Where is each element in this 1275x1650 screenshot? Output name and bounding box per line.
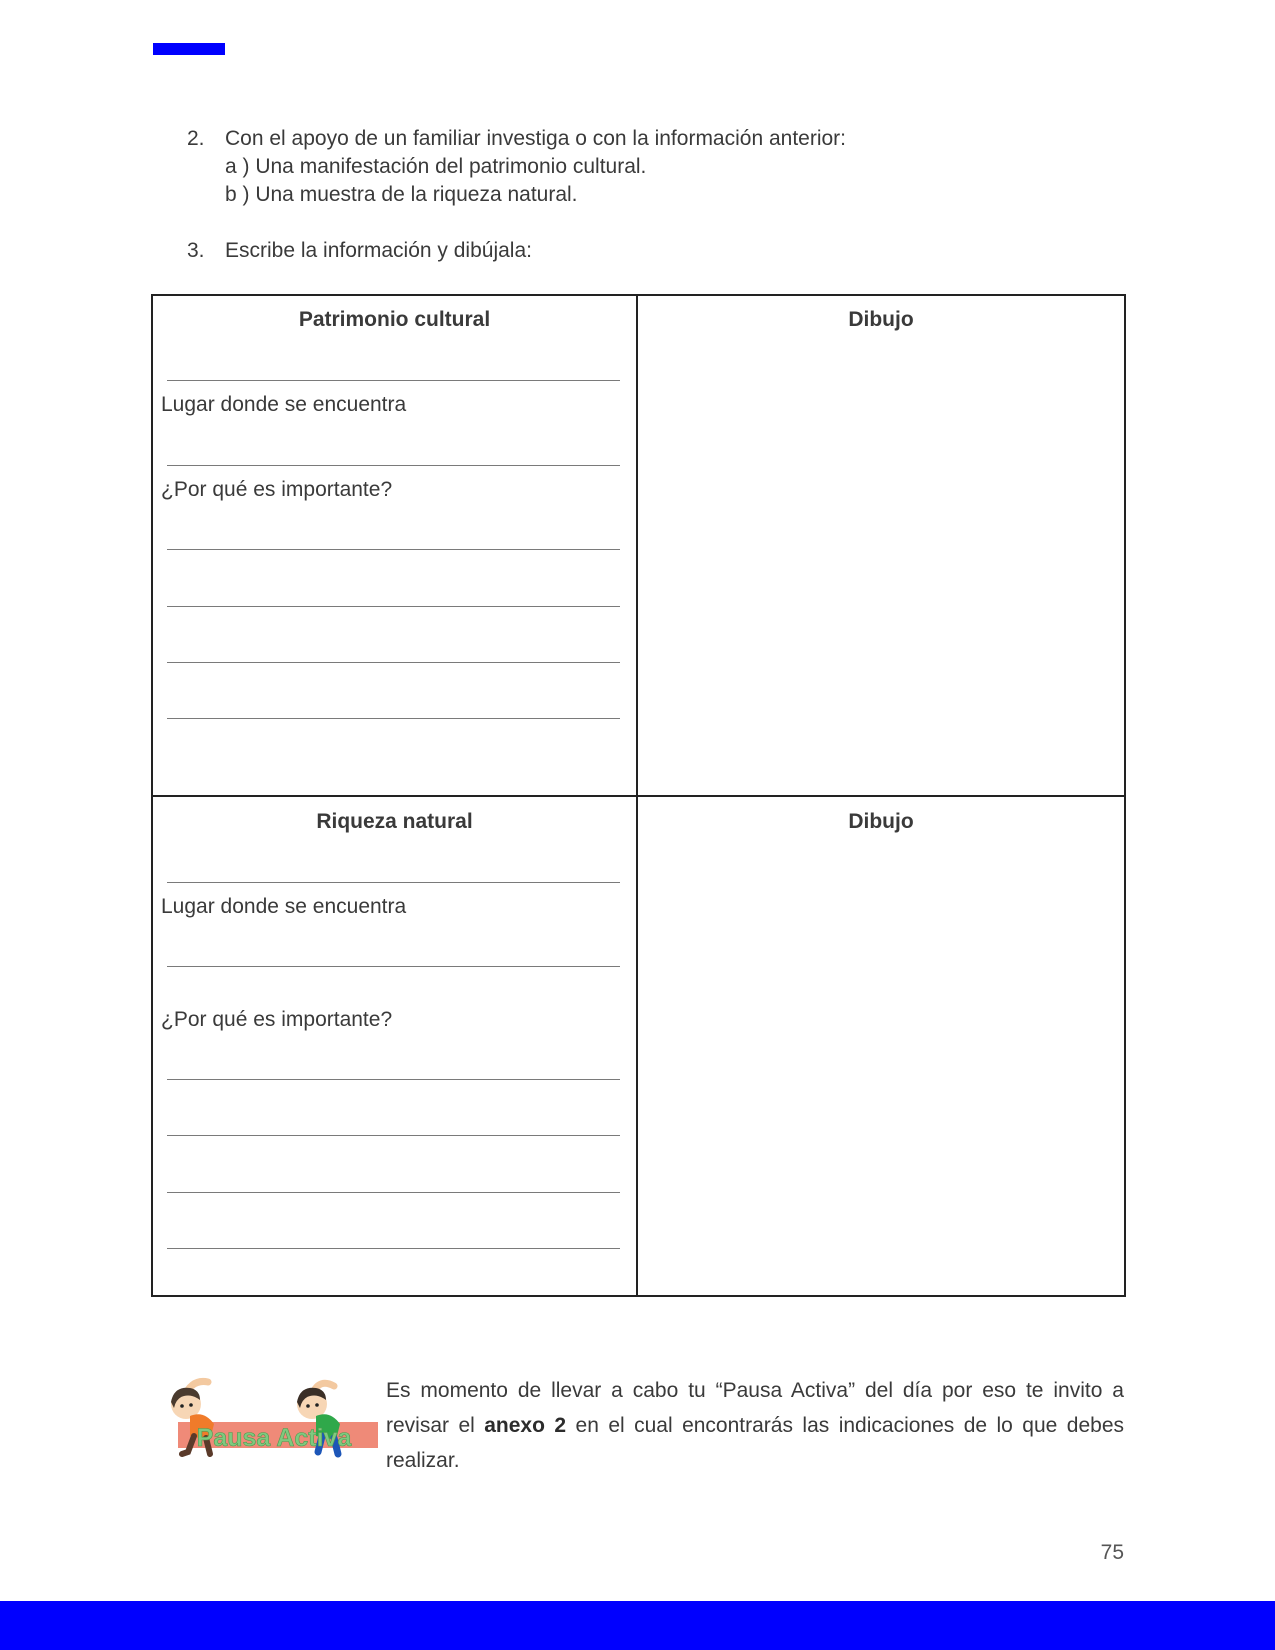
drawing-area[interactable] (640, 842, 1122, 1294)
logo-text: Pausa Activa (196, 1424, 352, 1452)
label-place: Lugar donde se encuentra (161, 393, 407, 416)
pausa-activa-logo (160, 1370, 380, 1465)
instruction-option-a: a ) Una manifestación del patrimonio cultural. (225, 155, 647, 178)
write-line[interactable] (167, 1135, 620, 1136)
write-line[interactable] (167, 882, 620, 883)
pausa-text-end: en el cual encontrarás las indicaciones de lo que debes realizar. (386, 1414, 1125, 1472)
label-why: ¿Por qué es importante? (161, 478, 393, 501)
instruction-option-b: b ) Una muestra de la riqueza natural. (225, 183, 578, 206)
anexo-reference: anexo 2 (484, 1414, 567, 1437)
write-line[interactable] (167, 1192, 620, 1193)
cell-title-patrimonio: Patrimonio cultural (298, 308, 491, 331)
cell-title-riqueza: Riqueza natural (316, 810, 473, 833)
drawing-area[interactable] (640, 340, 1122, 792)
write-line[interactable] (167, 606, 620, 607)
table-row-divider (151, 795, 1126, 797)
write-line[interactable] (167, 549, 620, 550)
write-line[interactable] (167, 380, 620, 381)
footer-accent-bar (0, 1601, 1275, 1650)
write-line[interactable] (167, 465, 620, 466)
write-line[interactable] (167, 1079, 620, 1080)
page-number: 75 (1100, 1541, 1124, 1564)
instruction-line: Escribe la información y dibújala: (225, 239, 532, 262)
pausa-activa-paragraph (386, 1373, 1124, 1478)
instruction-number: 3. (187, 239, 205, 262)
cell-title-dibujo: Dibujo (848, 308, 914, 331)
instruction-number: 2. (187, 127, 205, 150)
write-line[interactable] (167, 662, 620, 663)
cell-title-dibujo: Dibujo (848, 810, 914, 833)
label-why: ¿Por qué es importante? (161, 1008, 393, 1031)
write-line[interactable] (167, 1248, 620, 1249)
write-line[interactable] (167, 718, 620, 719)
header-accent-bar (153, 43, 225, 55)
label-place: Lugar donde se encuentra (161, 895, 407, 918)
write-line[interactable] (167, 966, 620, 967)
pausa-text-start: Es momento de llevar a cabo tu “Pausa Activa” del día por eso te invito a revisar el (386, 1379, 1124, 1437)
instruction-line: Con el apoyo de un familiar investiga o con la información anterior: (225, 127, 847, 150)
